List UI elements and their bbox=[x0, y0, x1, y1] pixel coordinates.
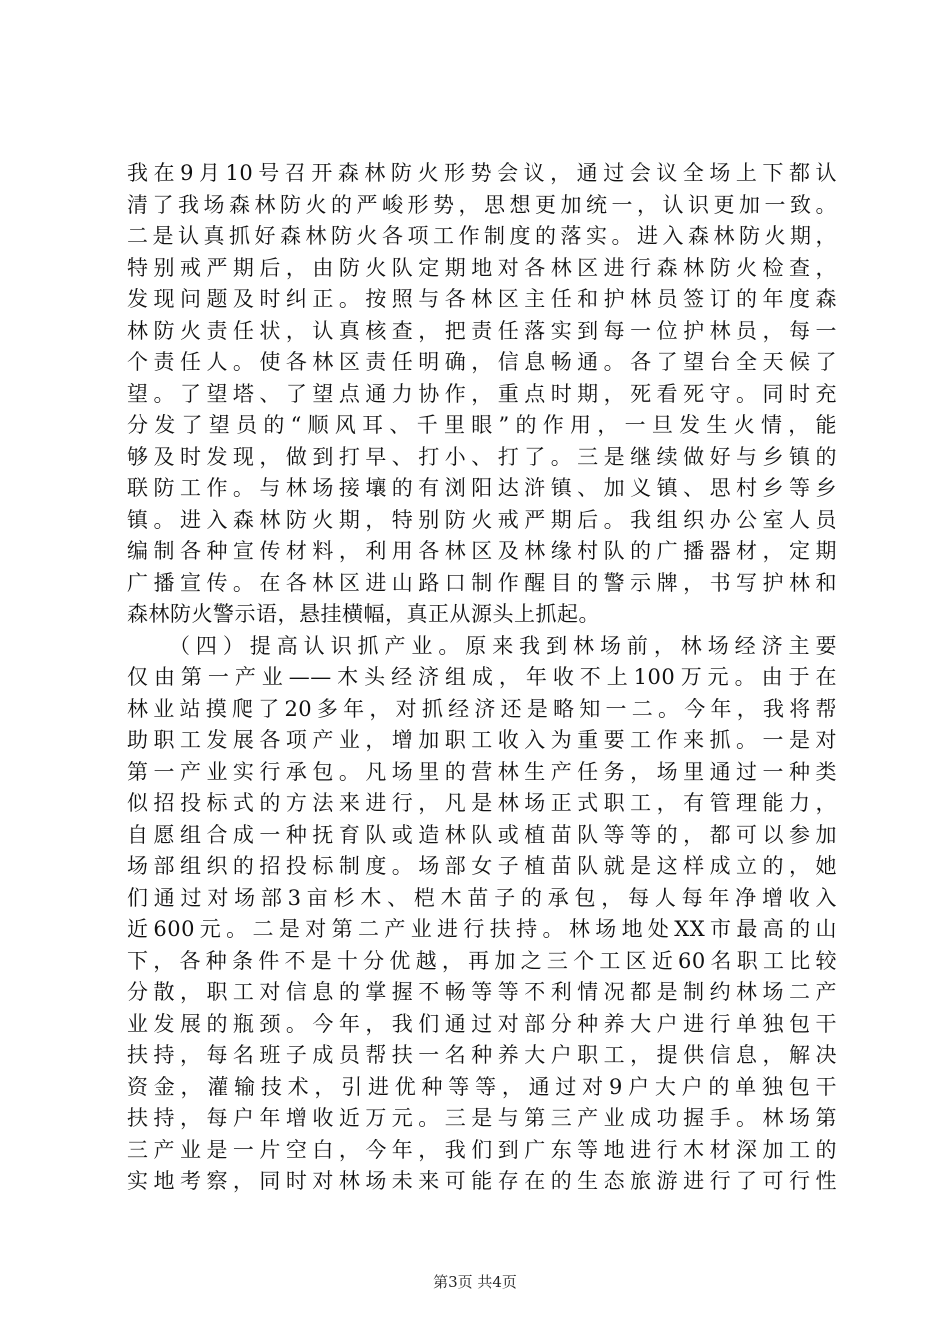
text-line: 扶持，每名班子成员帮扶一名种养大户职工，提供信息，解决 bbox=[127, 1043, 837, 1067]
text-line: 镇。进入森林防火期，特别防火戒严期后。我组织办公室人员 bbox=[127, 507, 837, 532]
text-line: 场部组织的招投标制度。场部女子植苗队就是这样成立的，她 bbox=[127, 854, 837, 878]
text-line: 似招投标式的方法来进行，凡是林场正式职工，有管理能力， bbox=[127, 791, 837, 815]
text-line: 联防工作。与林场接壤的有浏阳达浒镇、加义镇、思村乡等乡 bbox=[127, 476, 837, 500]
text-line: 实地考察，同时对林场未来可能存在的生态旅游进行了可行性 bbox=[127, 1169, 837, 1193]
text-line: 业发展的瓶颈。今年，我们通过对部分种养大户进行单独包干 bbox=[127, 1011, 837, 1036]
text-line: 森林防火警示语，悬挂横幅，真正从源头上抓起。 bbox=[127, 602, 600, 626]
section-heading-line: （四）提高认识抓产业。原来我到林场前，林场经济主要 bbox=[169, 633, 837, 658]
text-line: 仅由第一产业——木头经济组成，年收不上100万元。由于在 bbox=[127, 665, 837, 689]
text-line: 二是认真抓好森林防火各项工作制度的落实。进入森林防火期， bbox=[127, 224, 837, 248]
text-line: 够及时发现，做到打早、打小、打了。三是继续做好与乡镇的 bbox=[127, 444, 837, 469]
page-footer: 第3页 共4页 bbox=[433, 1273, 517, 1291]
text-line: 助职工发展各项产业，增加职工收入为重要工作来抓。一是对 bbox=[127, 728, 837, 752]
text-line: 发现问题及时纠正。按照与各林区主任和护林员签订的年度森 bbox=[127, 287, 837, 311]
text-line: 三产业是一片空白，今年，我们到广东等地进行木材深加工的 bbox=[127, 1137, 837, 1162]
text-line: 近600元。二是对第二产业进行扶持。林场地处XX市最高的山 bbox=[127, 917, 837, 941]
text-line: 第一产业实行承包。凡场里的营林生产任务，场里通过一种类 bbox=[127, 759, 837, 784]
body-text bbox=[127, 158, 837, 1198]
text-line: 下，各种条件不是十分优越，再加之三个工区近60名职工比较 bbox=[127, 948, 837, 973]
text-line: 们通过对场部3亩杉木、桤木苗子的承包，每人每年净增收入 bbox=[127, 885, 837, 910]
text-line: 分发了望员的“顺风耳、千里眼”的作用，一旦发生火情，能 bbox=[127, 413, 837, 437]
text-line: 望。了望塔、了望点通力协作，重点时期，死看死守。同时充 bbox=[127, 381, 837, 406]
text-line: 林防火责任状，认真核查，把责任落实到每一位护林员，每一 bbox=[127, 318, 837, 343]
text-line: 清了我场森林防火的严峻形势，思想更加统一，认识更加一致。 bbox=[127, 192, 837, 217]
text-line: 我在9月10号召开森林防火形势会议，通过会议全场上下都认 bbox=[127, 161, 837, 185]
text-line: 扶持，每户年增收近万元。三是与第三产业成功握手。林场第 bbox=[127, 1106, 837, 1130]
text-line: 编制各种宣传材料，利用各林区及林缘村队的广播器材，定期 bbox=[127, 539, 837, 563]
text-line: 资金，灌输技术，引进优种等等，通过对9户大户的单独包干 bbox=[127, 1074, 837, 1099]
text-line: 分散，职工对信息的掌握不畅等等不利情况都是制约林场二产 bbox=[127, 980, 837, 1004]
text-line: 广播宣传。在各林区进山路口制作醒目的警示牌，书写护林和 bbox=[127, 570, 837, 595]
text-line: 林业站摸爬了20多年，对抓经济还是略知一二。今年，我将帮 bbox=[127, 696, 837, 721]
text-line: 自愿组合成一种抚育队或造林队或植苗队等等的，都可以参加 bbox=[127, 822, 837, 847]
text-line: 特别戒严期后，由防火队定期地对各林区进行森林防火检查， bbox=[127, 255, 837, 280]
text-line: 个责任人。使各林区责任明确，信息畅通。各了望台全天候了 bbox=[127, 350, 837, 374]
